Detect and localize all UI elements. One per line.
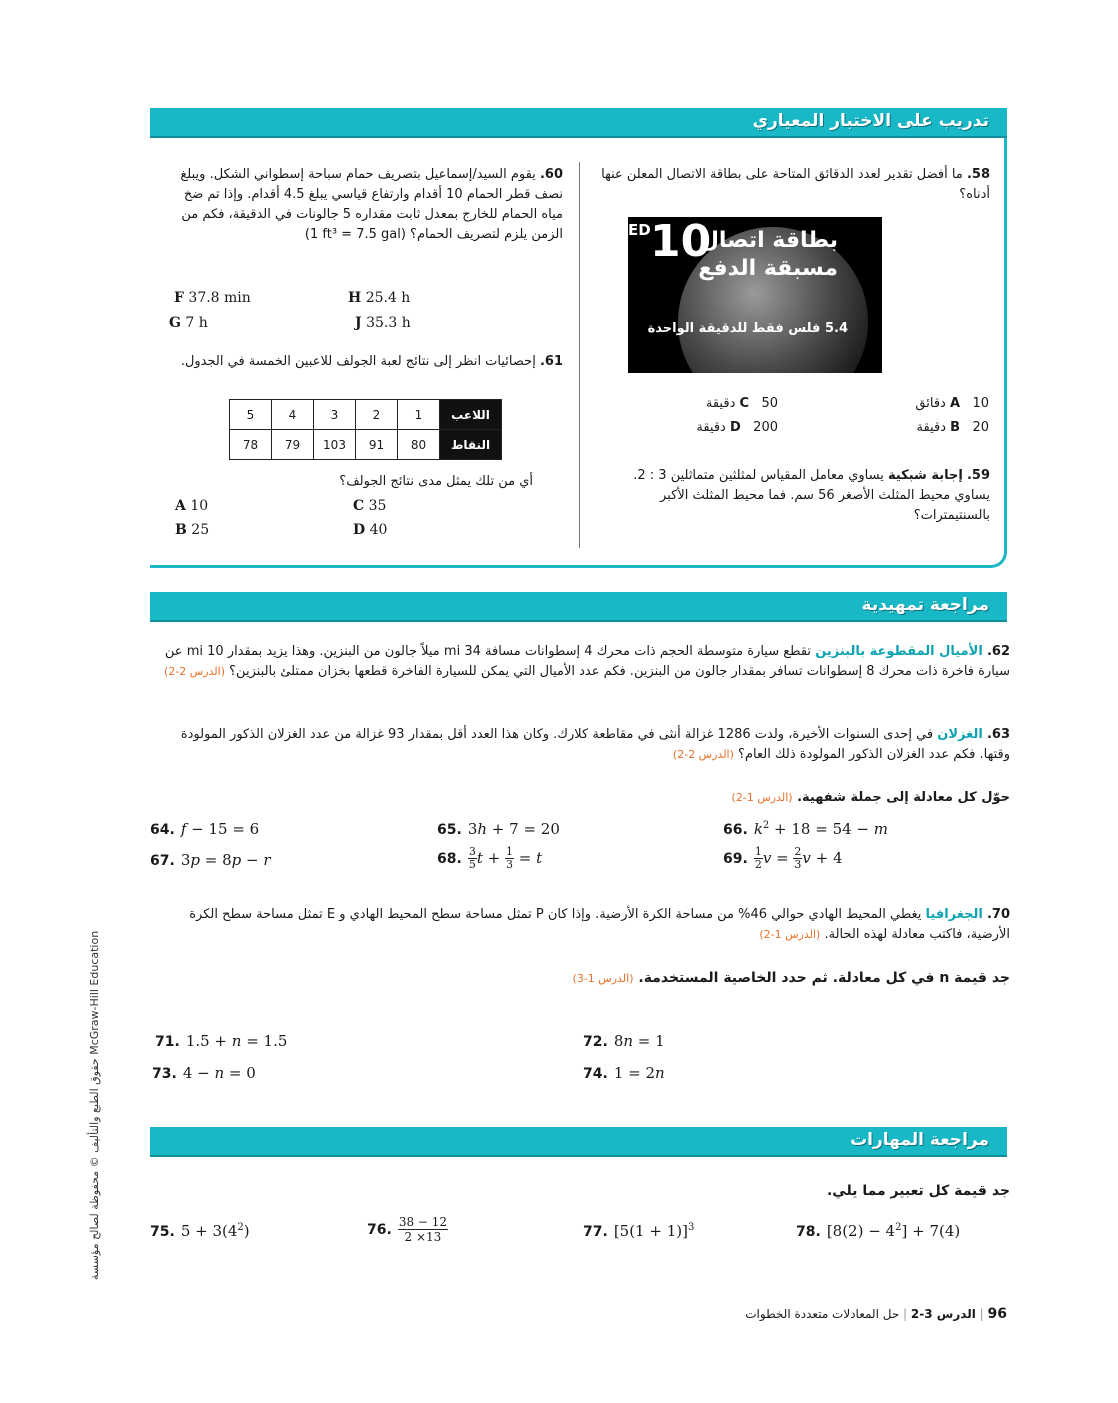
option-b: B 20 دقيقة <box>916 420 989 435</box>
expression-77: 77. $[5(1 + 1)]^3$ <box>583 1222 695 1240</box>
equation-69: 69. $\frac{1}{2}$ v = $\frac{2}{3}$ v + 4 <box>723 845 843 871</box>
option-g: G 7 h <box>169 315 208 331</box>
question-62: 62. الأميال المقطوعة بالبنزين تقطع سيارة متوسطة الحجم ذات محرك 4 إسطوانات مسافة 34 mi ميلاً جالون من البنزين. وهذا يزيد بمقدار 10 mi عن سيارة فاخرة ذات محرك 8 إسطوانات تسافر بمقدار جالون من البنزين. فكم عدد الأميال التي يمكن للسيارة الفاخرة قطعها بخزان ممتلئ بالبنزين؟ (الدرس 2-2) <box>164 644 1010 679</box>
option-d: D 200 دقيقة <box>696 420 778 435</box>
calling-card-image <box>628 217 882 373</box>
question-text: إحصائيات انظر إلى نتائج لعبة الجولف للاعبين الخمسة في الجدول. <box>180 354 536 369</box>
card-value: 10 <box>650 217 712 267</box>
page-number: 96 <box>987 1306 1007 1322</box>
equation-67: 67. 3p = 8p − r <box>150 851 271 869</box>
question-label: الأميال المقطوعة بالبنزين <box>815 644 983 659</box>
card-title-1: بطاقة اتصال <box>699 228 838 253</box>
equation-66: 66. $k^2 + 18 = 54 - m$ <box>723 820 889 838</box>
lesson-number: الدرس 3-2 <box>910 1307 976 1321</box>
equation-73: 73. 4 − n = 0 <box>152 1064 256 1082</box>
copyright-side-text: حقوق الطبع والتأليف © محفوظة لصالح مؤسسة McGraw-Hill Education <box>88 930 101 1280</box>
question-text: يساوي معامل المقياس لمثلثين متماثلين 3 : 2. يساوي محيط المثلث الأصغر 56 سم. فما محيط المثلث الأكبر بالسنتيمترات؟ <box>633 468 990 523</box>
section-title: مراجعة تمهيدية <box>861 595 989 615</box>
table-row: 5 4 3 2 1 اللاعب <box>230 400 502 430</box>
option-d: D 40 <box>353 522 388 538</box>
question-text: تقطع سيارة متوسطة الحجم ذات محرك 4 إسطوانات مسافة 34 mi ميلاً جالون من البنزين. وهذا يزيد بمقدار 10 mi عن سيارة فاخرة ذات محرك 8 إسطوانات تسافر بمقدار جالون من البنزين. فكم عدد الأميال التي يمكن للسيارة الفاخرة قطعها بخزان ممتلئ بالبنزين؟ <box>164 644 1010 679</box>
equation-71: 71. 1.5 + n = 1.5 <box>155 1032 288 1050</box>
card-title-2: مسبقة الدفع <box>698 256 838 281</box>
question-61-ask: أي من تلك يمثل مدى نتائج الجولف؟ <box>339 474 533 489</box>
question-label: الغزلان <box>937 727 983 742</box>
lesson-title: حل المعادلات متعددة الخطوات <box>745 1307 900 1321</box>
question-text: يغطي المحيط الهادي حوالي 46% من مساحة الكرة الأرضية. وإذا كان P تمثل مساحة سطح المحيط الهادي و E تمثل مساحة سطح الكرة الأرضية، فاكتب معادلة لهذه الحالة. <box>189 907 1010 942</box>
instruction-solve: جد قيمة n في كل معادلة. ثم حدد الخاصية المستخدمة. (الدرس 1-3) <box>572 970 1010 986</box>
option-a: A 10 <box>175 498 209 514</box>
table-row: 78 79 103 91 80 النقاط <box>230 430 502 460</box>
option-c: C 35 <box>353 498 387 514</box>
option-f: F 37.8 min <box>174 290 251 306</box>
question-58 <box>600 165 990 205</box>
section-bar-skills <box>150 1127 1007 1157</box>
section-bar-preparatory <box>150 592 1007 622</box>
equation-74: 74. 1 = 2n <box>583 1064 665 1082</box>
section-bar-standardized <box>150 108 1007 138</box>
option-h: H 25.4 h <box>348 290 411 306</box>
card-price: 5.4 فلس فقط للدقيقة الواحدة <box>647 321 848 336</box>
equation-64: 64. f − 15 = 6 <box>150 820 260 838</box>
question-number: 58. <box>966 167 990 182</box>
lesson-ref: (الدرس 1-2) <box>759 928 821 941</box>
option-a: A 10 دقائق <box>915 396 989 411</box>
lesson-ref: (الدرس 2-2) <box>672 748 734 761</box>
equation-65: 65. 3h + 7 = 20 <box>437 820 560 838</box>
question-59: 59. إجابة شبكية يساوي معامل المقياس لمثلثين متماثلين 3 : 2. يساوي محيط المثلث الأصغر 56 سم. فما محيط المثلث الأكبر بالسنتيمترات؟ <box>633 468 990 523</box>
equation-72: 72. 8n = 1 <box>583 1032 665 1050</box>
instruction-convert: حوّل كل معادلة إلى جملة شفهية. (الدرس 1-2) <box>731 790 1010 805</box>
question-label: إجابة شبكية <box>887 468 963 483</box>
column-divider <box>579 162 580 548</box>
question-text: يقوم السيد/إسماعيل بتصريف حمام سباحة إسطواني الشكل. ويبلغ نصف قطر الحمام 10 أقدام وارتفاع قياسي يبلغ 4.5 أقدام. وإذا تم ضخ مياه الحمام للخارج بمعدل ثابت مقداره 5 جالونات في الدقيقة، فكم من الزمن يلزم لتصريف الحمام؟ <box>180 167 563 242</box>
lesson-ref: (الدرس 2-2) <box>164 665 226 678</box>
section-title: مراجعة المهارات <box>850 1130 989 1150</box>
question-text: ما أفضل تقدير لعدد الدقائق المتاحة على بطاقة الاتصال المعلن عنها أدناه؟ <box>601 167 990 202</box>
equation-68: 68. $\frac{3}{5}$ t + $\frac{1}{3}$ = t <box>437 845 543 871</box>
option-b: B 25 <box>175 522 210 538</box>
question-label: الجغرافيا <box>925 907 983 922</box>
page-footer: 96 | الدرس 3-2 | حل المعادلات متعددة الخطوات <box>745 1306 1007 1322</box>
question-61: 61. إحصائيات انظر إلى نتائج لعبة الجولف للاعبين الخمسة في الجدول. <box>180 354 563 369</box>
conversion-note: (1 ft³ = 7.5 gal) <box>304 227 406 242</box>
question-70: 70. الجغرافيا يغطي المحيط الهادي حوالي 46% من مساحة الكرة الأرضية. وإذا كان P تمثل مساحة سطح المحيط الهادي و E تمثل مساحة سطح الكرة الأرضية، فاكتب معادلة لهذه الحالة. (الدرس 1-2) <box>189 907 1010 942</box>
golf-table <box>229 399 502 460</box>
question-text: في إحدى السنوات الأخيرة، ولدت 1286 غزالة أنثى في مقاطعة كلارك. وكان هذا العدد أقل بمقدار 93 غزالة من عدد الغزلان الذكور المولودة وقتها. فكم عدد الغزلان الذكور المولودة ذلك العام؟ <box>180 727 1010 762</box>
instruction-evaluate: جد قيمة كل تعبير مما يلي. <box>826 1183 1010 1199</box>
expression-78: 78. $[8(2) - 4^2] + 7(4)$ <box>796 1222 961 1240</box>
expression-76: 76. $\frac{38 - 12}{2 \times 13}$ <box>367 1215 448 1244</box>
option-c: C 50 دقيقة <box>705 396 778 411</box>
expression-75: 75. $5 + 3(4^2)$ <box>150 1222 250 1240</box>
question-63: 63. الغزلان في إحدى السنوات الأخيرة، ولدت 1286 غزالة أنثى في مقاطعة كلارك. وكان هذا العدد أقل بمقدار 93 غزالة من عدد الغزلان الذكور المولودة وقتها. فكم عدد الغزلان الذكور المولودة ذلك العام؟ (الدرس 2-2) <box>180 727 1010 762</box>
question-60: 60. يقوم السيد/إسماعيل بتصريف حمام سباحة إسطواني الشكل. ويبلغ نصف قطر الحمام 10 أقدام وارتفاع قياسي يبلغ 4.5 أقدام. وإذا تم ضخ مياه الحمام للخارج بمعدل ثابت مقداره 5 جالونات في الدقيقة، فكم من الزمن يلزم لتصريف الحمام؟ (1 ft³ = 7.5 gal) <box>180 167 563 242</box>
section-title: تدريب على الاختبار المعياري <box>752 111 989 131</box>
option-j: J 35.3 h <box>355 315 411 331</box>
card-ed: ED <box>628 221 651 239</box>
